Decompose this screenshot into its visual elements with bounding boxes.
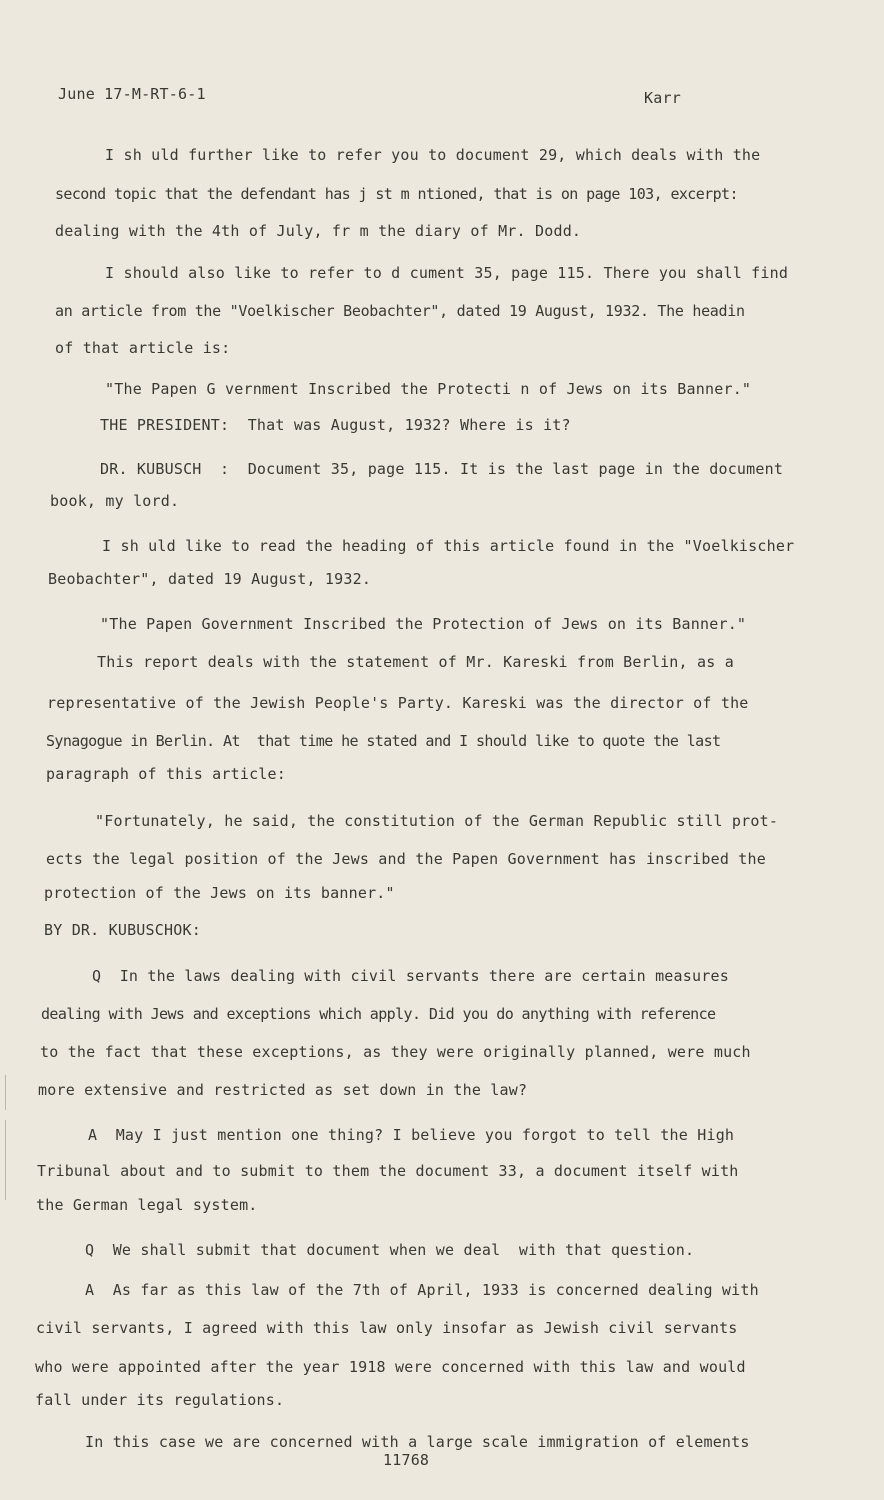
page-number: 11768 [383,1451,430,1469]
text-line: Synagogue in Berlin. At that time he stated and I should like to quote the last [46,732,721,750]
text-line: This report deals with the statement of Mr. Kareski from Berlin, as a [97,653,734,671]
speaker-line: THE PRESIDENT: That was August, 1932? Where is it? [100,416,571,434]
text-line: second topic that the defendant has j st m ntioned, that is on page 103, excerpt: [55,185,738,203]
text-line: paragraph of this article: [46,765,286,783]
quoted-heading: "The Papen Government Inscribed the Protection of Jews on its Banner." [100,615,747,633]
document-reference: June 17-M-RT-6-1 [58,85,206,103]
question-line: to the fact that these exceptions, as they were originally planned, were much [40,1043,751,1061]
quoted-heading: "The Papen G vernment Inscribed the Protecti n of Jews on its Banner." [105,380,752,398]
answer-line: fall under its regulations. [35,1391,285,1409]
text-line: I should also like to refer to d cument 35, page 115. There you shall find [105,264,789,282]
answer-line: the German legal system. [36,1196,258,1214]
answer-line: A As far as this law of the 7th of April, 1933 is concerned dealing with [85,1281,759,1299]
text-line: representative of the Jewish People's Party. Kareski was the director of the [47,694,749,712]
question-line: more extensive and restricted as set down in the law? [38,1081,528,1099]
quoted-paragraph: ects the legal position of the Jews and the Papen Government has inscribed the [46,850,766,868]
text-line: I sh uld like to read the heading of this article found in the "Voelkischer [102,537,795,555]
question-line: dealing with Jews and exceptions which apply. Did you do anything with reference [41,1005,716,1023]
text-line: dealing with the 4th of July, fr m the diary of Mr. Dodd. [55,222,582,240]
text-line: I sh uld further like to refer you to document 29, which deals with the [105,146,761,164]
margin-mark [5,1120,6,1200]
quoted-paragraph: "Fortunately, he said, the constitution of the German Republic still prot- [95,812,779,830]
question-line: Q We shall submit that document when we deal with that question. [85,1241,695,1259]
text-line: Beobachter", dated 19 August, 1932. [48,570,372,588]
text-line: In this case we are concerned with a large scale immigration of elements [85,1433,750,1451]
quoted-paragraph: protection of the Jews on its banner." [44,884,395,902]
speaker-line: DR. KUBUSCH : Document 35, page 115. It is the last page in the document [100,460,784,478]
reporter-name: Karr [644,89,681,107]
text-line: book, my lord. [50,492,180,510]
answer-line: who were appointed after the year 1918 were concerned with this law and would [35,1358,746,1376]
text-line: an article from the "Voelkischer Beobachter", dated 19 August, 1932. The headin [55,302,745,320]
margin-mark [5,1075,6,1110]
examiner-heading: BY DR. KUBUSCHOK: [44,921,201,939]
question-line: Q In the laws dealing with civil servants there are certain measures [92,967,729,985]
answer-line: Tribunal about and to submit to them the document 33, a document itself with [37,1162,739,1180]
answer-line: civil servants, I agreed with this law only insofar as Jewish civil servants [36,1319,738,1337]
answer-line: A May I just mention one thing? I believe you forgot to tell the High [88,1126,735,1144]
text-line: of that article is: [55,339,231,357]
